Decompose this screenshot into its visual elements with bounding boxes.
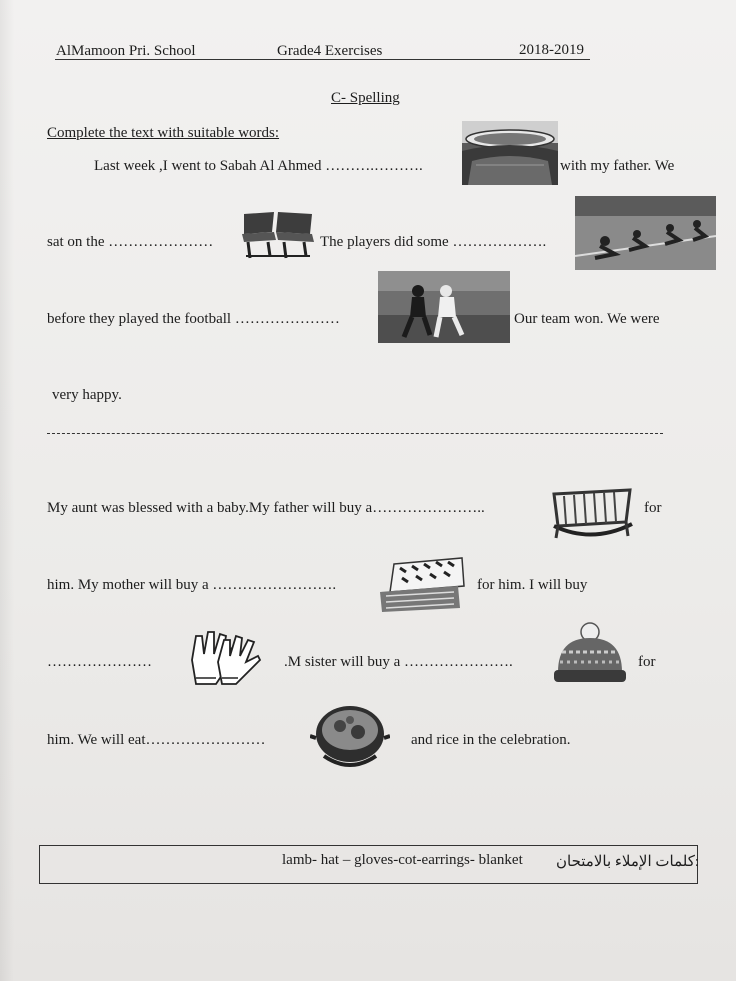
stadium-image bbox=[462, 121, 558, 185]
p2-line2-end: for him. I will buy bbox=[477, 577, 588, 593]
p2-line3-middle: .M sister will buy a …………………. bbox=[284, 654, 513, 670]
grade-exercises: Grade4 Exercises bbox=[277, 43, 383, 59]
instruction: Complete the text with suitable words: bbox=[47, 125, 280, 141]
blanket-image bbox=[378, 556, 466, 614]
p2-line3-end: for bbox=[638, 654, 656, 670]
p1-line2-start: sat on the ………………… bbox=[47, 234, 214, 250]
players-stretching-image bbox=[575, 196, 716, 270]
p2-line4-start: him. We will eat…………………… bbox=[47, 732, 266, 748]
p1-line4: very happy. bbox=[52, 387, 122, 403]
p2-line1-end: for bbox=[644, 500, 662, 516]
school-name: AlMamoon Pri. School bbox=[56, 43, 196, 59]
arabic-label: :كلمات الإملاء بالامتحان bbox=[556, 854, 700, 870]
p1-line1-start: Last week ,I went to Sabah Al Ahmed ……….………. bbox=[94, 158, 423, 174]
hat-image bbox=[548, 622, 632, 684]
cot-image bbox=[546, 484, 638, 548]
stadium-seats-image bbox=[238, 208, 318, 262]
football-players-image bbox=[378, 271, 510, 343]
p2-line1-start: My aunt was blessed with a baby.My father will buy a………………….. bbox=[47, 500, 485, 516]
p1-line1-end: with my father. We bbox=[560, 158, 675, 174]
p2-line2-start: him. My mother will buy a ……………………. bbox=[47, 577, 337, 593]
p1-line2-middle: The players did some ………………. bbox=[320, 234, 547, 250]
word-list: lamb- hat – gloves-cot-earrings- blanket bbox=[282, 852, 523, 868]
gloves-image bbox=[186, 626, 266, 688]
page-shadow bbox=[0, 0, 14, 981]
p1-line3-start: before they played the football ………………… bbox=[47, 311, 340, 327]
lamb-dish-image bbox=[310, 700, 390, 774]
p2-line4-end: and rice in the celebration. bbox=[411, 732, 571, 748]
p1-line3-end: Our team won. We were bbox=[514, 311, 660, 327]
school-year: 2018-2019 bbox=[519, 42, 584, 58]
p2-line3-start: ………………… bbox=[47, 654, 152, 670]
section-title: C- Spelling bbox=[331, 90, 400, 106]
header-rule bbox=[55, 59, 590, 60]
section-divider bbox=[47, 433, 663, 434]
